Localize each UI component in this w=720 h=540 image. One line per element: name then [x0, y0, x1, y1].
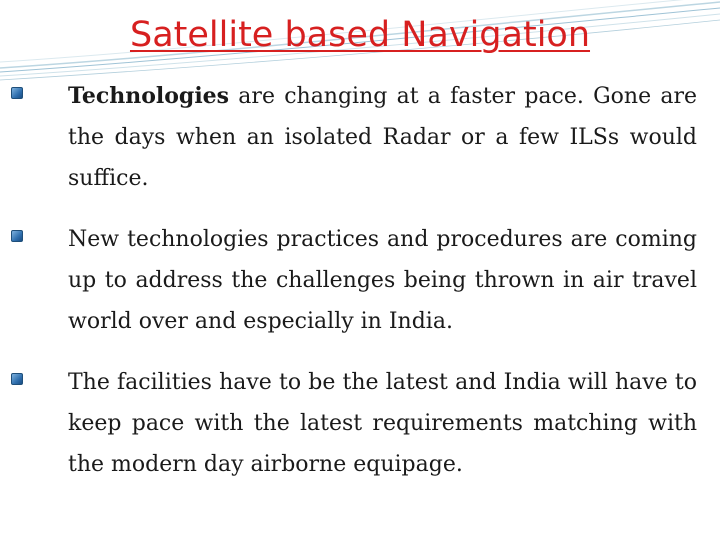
slide-title: Satellite based Navigation [129, 15, 591, 55]
bullet-item [11, 362, 697, 485]
square-bullet-icon [11, 87, 23, 99]
bullet-body: are changing at a faster pace. Gone are the days when an isolated Radar or a few ILSs would suffice. [68, 84, 697, 191]
bullet-item [11, 76, 697, 199]
bullet-body: New technologies practices and procedures are coming up to address the challenges being thrown in air travel world over and especially in India. [68, 227, 697, 334]
bullet-text [68, 76, 697, 199]
bullet-emphasis: Technologies [68, 83, 230, 109]
bullet-text [68, 219, 697, 342]
square-bullet-icon [11, 230, 23, 242]
bullet-body: The facilities have to be the latest and India will have to keep pace with the latest requirements matching with the modern day airborne equipage. [68, 370, 697, 477]
bullet-list [11, 76, 697, 505]
square-bullet-icon [11, 373, 23, 385]
bullet-text [68, 362, 697, 485]
bullet-item [11, 219, 697, 342]
